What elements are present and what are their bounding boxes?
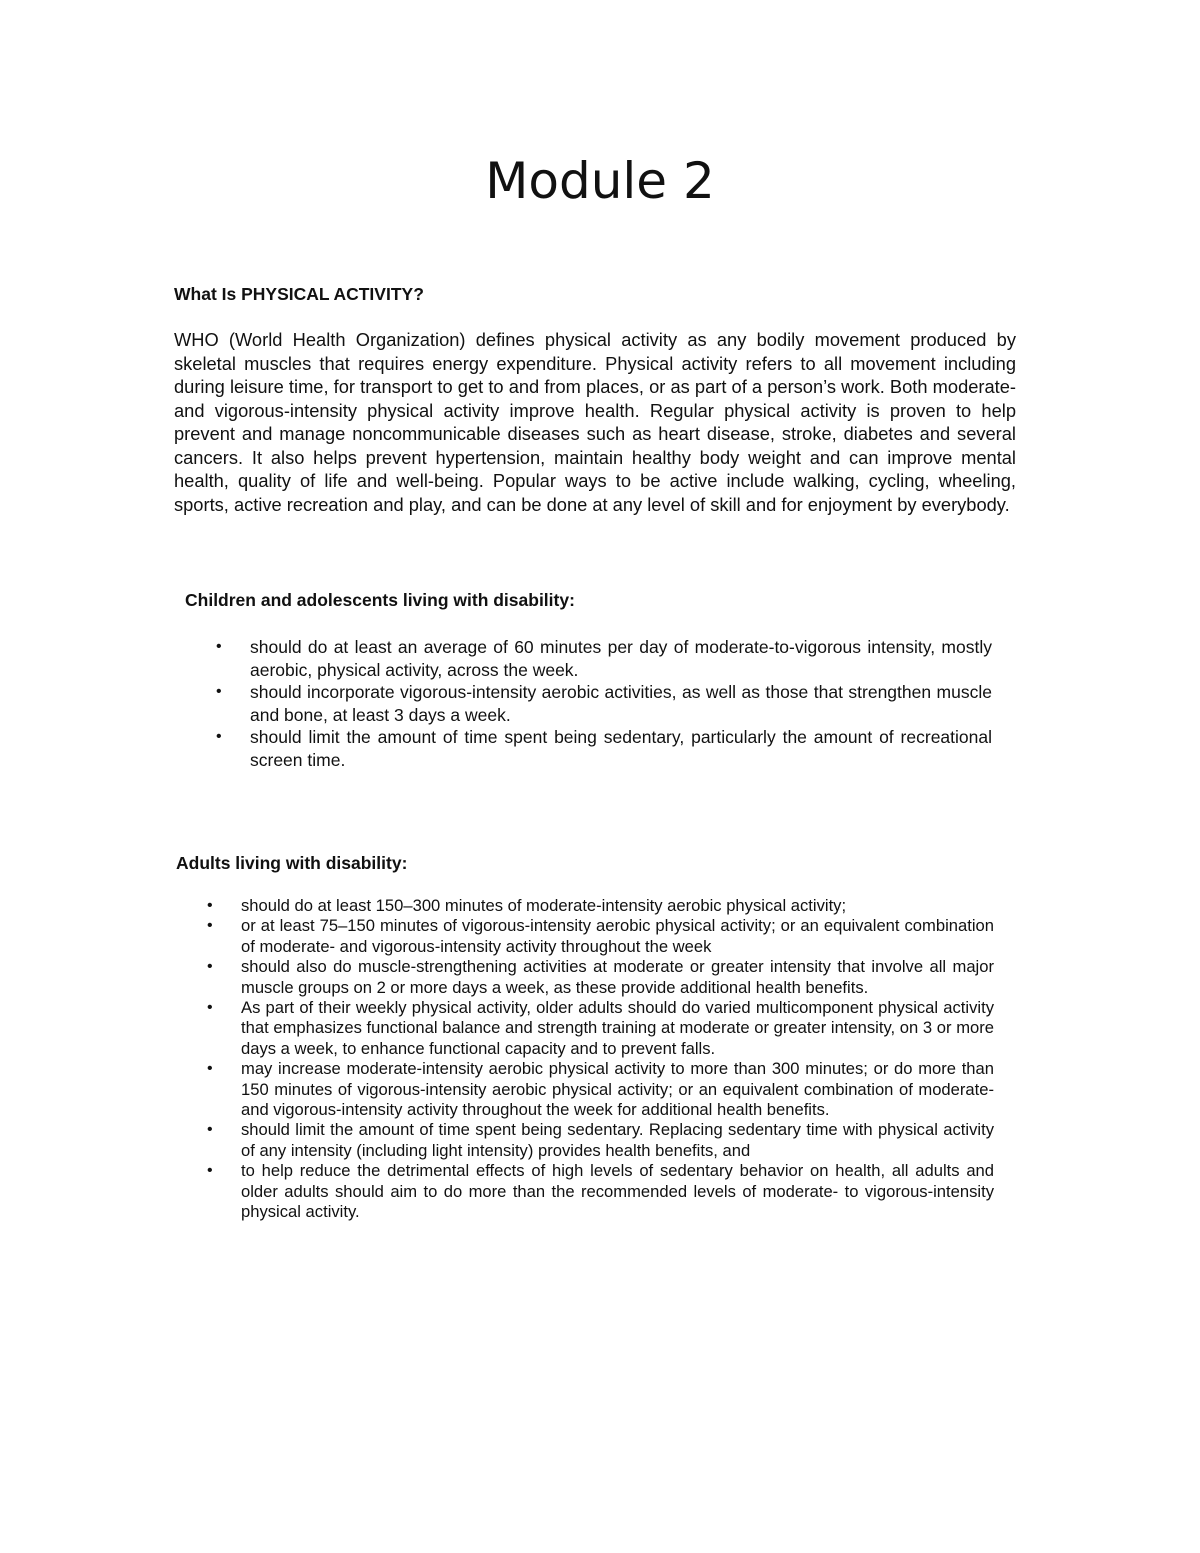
page-title: Module 2: [485, 152, 715, 210]
adults-guidelines-list: [207, 896, 994, 1223]
bullet-icon: •: [216, 683, 222, 700]
bullet-icon: •: [207, 1162, 213, 1180]
section-heading-adults: Adults living with disability:: [176, 853, 408, 873]
bullet-icon: •: [207, 1060, 213, 1078]
bullet-icon: •: [216, 728, 222, 745]
bullet-icon: •: [207, 897, 213, 914]
list-item-text: should also do muscle-strengthening activities at moderate or greater intensity that involve all major muscle groups on 2 or more days a week, as these provide additional health benefits.: [241, 957, 994, 997]
list-item: [207, 998, 994, 1059]
section-heading-physical-activity: What Is PHYSICAL ACTIVITY?: [174, 284, 424, 304]
list-item: [216, 726, 992, 771]
list-item: [207, 916, 994, 957]
list-item: [207, 1120, 994, 1161]
children-guidelines-list: [216, 636, 992, 771]
bullet-icon: •: [207, 999, 213, 1017]
bullet-icon: •: [207, 1121, 213, 1139]
list-item-text: should do at least an average of 60 minutes per day of moderate-to-vigorous intensity, mostly aerobic, physical activity, across the week.: [250, 637, 992, 680]
bullet-icon: •: [207, 917, 213, 935]
bullet-icon: •: [207, 958, 213, 976]
list-item: [216, 636, 992, 681]
list-item: [216, 681, 992, 726]
list-item-text: should limit the amount of time spent being sedentary. Replacing sedentary time with physical activity of any intensity (including light intensity) provides health benefits, and: [241, 1120, 994, 1160]
list-item-text: to help reduce the detrimental effects of high levels of sedentary behavior on health, all adults and older adults should aim to do more than the recommended levels of moderate- to vigorous-intensity physical activity.: [241, 1161, 994, 1222]
bullet-icon: •: [216, 638, 222, 655]
list-item-text: As part of their weekly physical activity, older adults should do varied multicomponent physical activity that emphasizes functional balance and strength training at moderate or greater intensity, on 3 or more days a week, to enhance functional capacity and to prevent falls.: [241, 998, 994, 1058]
physical-activity-paragraph: WHO (World Health Organization) defines physical activity as any bodily movement produced by skeletal muscles that requires energy expenditure. Physical activity refers to all movement including during leisure time, for transport to get to and from places, or as part of a person’s work. Both moderate- and vigorous-intensity physical activity improve health. Regular physical activity is proven to help prevent and manage noncommunicable diseases such as heart disease, stroke, diabetes and several cancers. It also helps prevent hypertension, maintain healthy body weight and can improve mental health, quality of life and well-being. Popular ways to be active include walking, cycling, wheeling, sports, active recreation and play, and can be done at any level of skill and for enjoyment by everybody.: [174, 329, 1016, 515]
list-item-text: should do at least 150–300 minutes of moderate-intensity aerobic physical activity;: [241, 896, 847, 915]
list-item: [207, 957, 994, 998]
list-item: [207, 1059, 994, 1120]
list-item-text: may increase moderate-intensity aerobic physical activity to more than 300 minutes; or do more than 150 minutes of vigorous-intensity aerobic physical activity; or an equivalent combination of moderate- and vigorous-intensity activity throughout the week for additional health benefits.: [241, 1059, 994, 1120]
section-heading-children: Children and adolescents living with disability:: [185, 590, 575, 610]
list-item-text: should limit the amount of time spent being sedentary, particularly the amount of recreational screen time.: [250, 727, 992, 770]
list-item: [207, 896, 994, 916]
list-item-text: should incorporate vigorous-intensity aerobic activities, as well as those that strengthen muscle and bone, at least 3 days a week.: [250, 682, 992, 725]
list-item-text: or at least 75–150 minutes of vigorous-intensity aerobic physical activity; or an equivalent combination of moderate- and vigorous-intensity activity throughout the week: [241, 916, 994, 956]
list-item: [207, 1161, 994, 1222]
